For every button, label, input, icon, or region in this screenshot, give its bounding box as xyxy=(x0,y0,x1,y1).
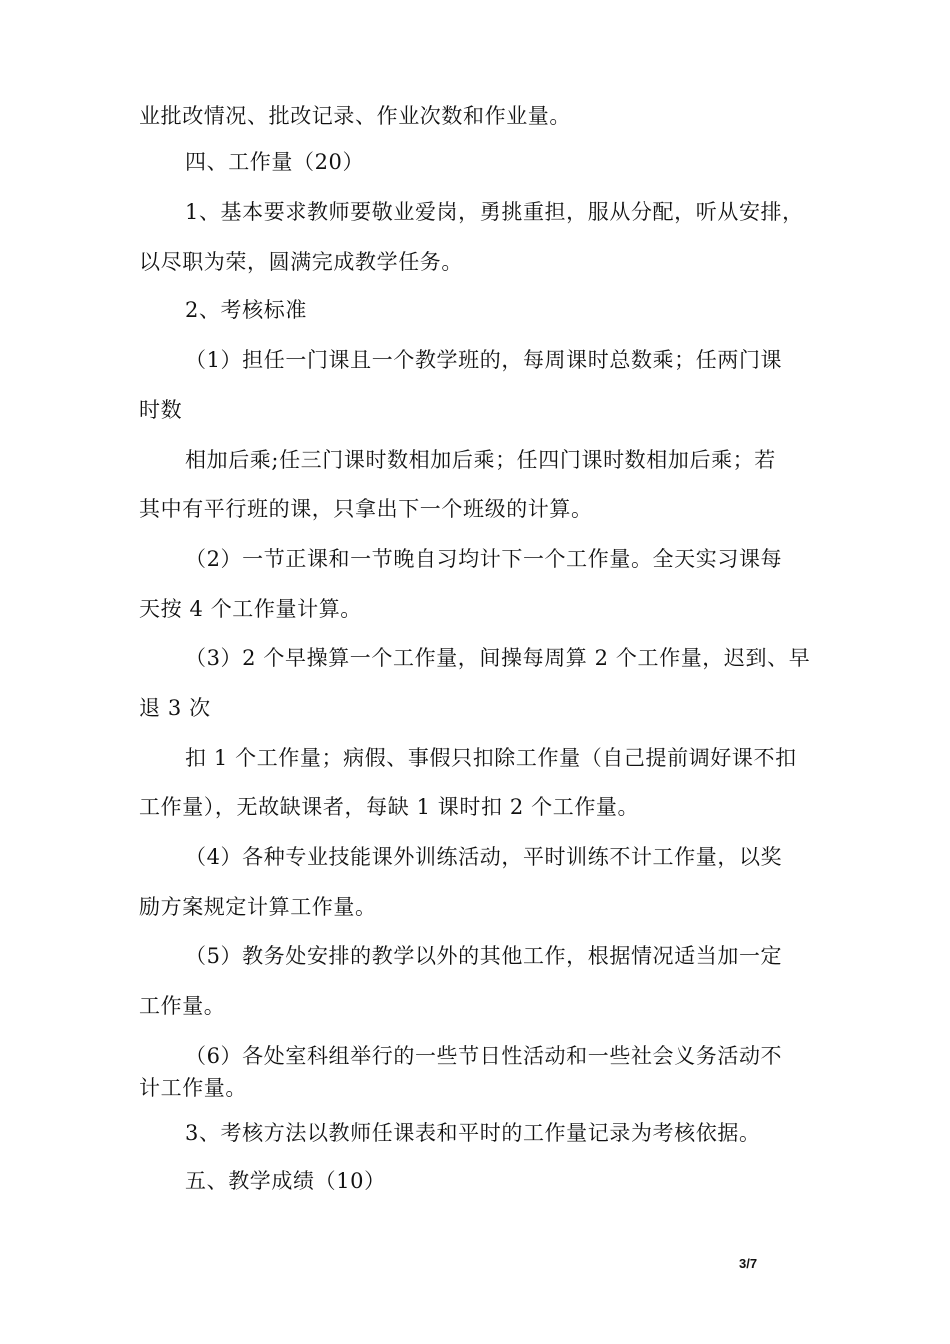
text-line-9: 其中有平行班的课，只拿出下一个班级的计算。 xyxy=(139,497,593,521)
text-line-7: 时数 xyxy=(139,398,183,422)
text-line-17: 励方案规定计算工作量。 xyxy=(139,895,377,919)
text-line-8: 相加后乘;任三门课时数相加后乘；任四门课时数相加后乘；若 xyxy=(185,448,776,472)
text-line-4: 以尽职为荣，圆满完成教学任务。 xyxy=(139,250,463,274)
text-line-13: 退 3 次 xyxy=(139,696,211,720)
text-line-14: 扣 1 个工作量；病假、事假只扣除工作量（自己提前调好课不扣 xyxy=(185,746,797,770)
text-line-19: 工作量。 xyxy=(139,994,226,1018)
text-line-22: 3、考核方法以教师任课表和平时的工作量记录为考核依据。 xyxy=(185,1121,761,1145)
page-number: 3/7 xyxy=(739,1256,758,1271)
text-line-10: （2）一节正课和一节晚自习均计下一个工作量。全天实习课每 xyxy=(185,547,783,571)
section-heading-teaching-results: 五、教学成绩（10） xyxy=(185,1169,386,1193)
text-line-3: 1、基本要求教师要敬业爱岗，勇挑重担，服从分配，听从安排， xyxy=(185,200,804,224)
text-line-21: 计工作量。 xyxy=(139,1076,247,1100)
text-line-12: （3）2 个早操算一个工作量，间操每周算 2 个工作量，迟到、早 xyxy=(185,646,811,670)
text-line-6: （1）担任一门课且一个教学班的，每周课时总数乘；任两门课 xyxy=(185,348,783,372)
text-line-15: 工作量），无故缺课者，每缺 1 课时扣 2 个工作量。 xyxy=(139,795,640,819)
subheading-assessment-standard: 2、考核标准 xyxy=(185,298,307,322)
section-heading-workload: 四、工作量（20） xyxy=(185,150,365,174)
text-line-20: （6）各处室科组举行的一些节日性活动和一些社会义务活动不 xyxy=(185,1044,783,1068)
text-line-18: （5）教务处安排的教学以外的其他工作，根据情况适当加一定 xyxy=(185,944,783,968)
text-line-16: （4）各种专业技能课外训练活动，平时训练不计工作量，以奖 xyxy=(185,845,783,869)
text-line-1: 业批改情况、批改记录、作业次数和作业量。 xyxy=(139,104,571,128)
text-line-11: 天按 4 个工作量计算。 xyxy=(139,597,362,621)
